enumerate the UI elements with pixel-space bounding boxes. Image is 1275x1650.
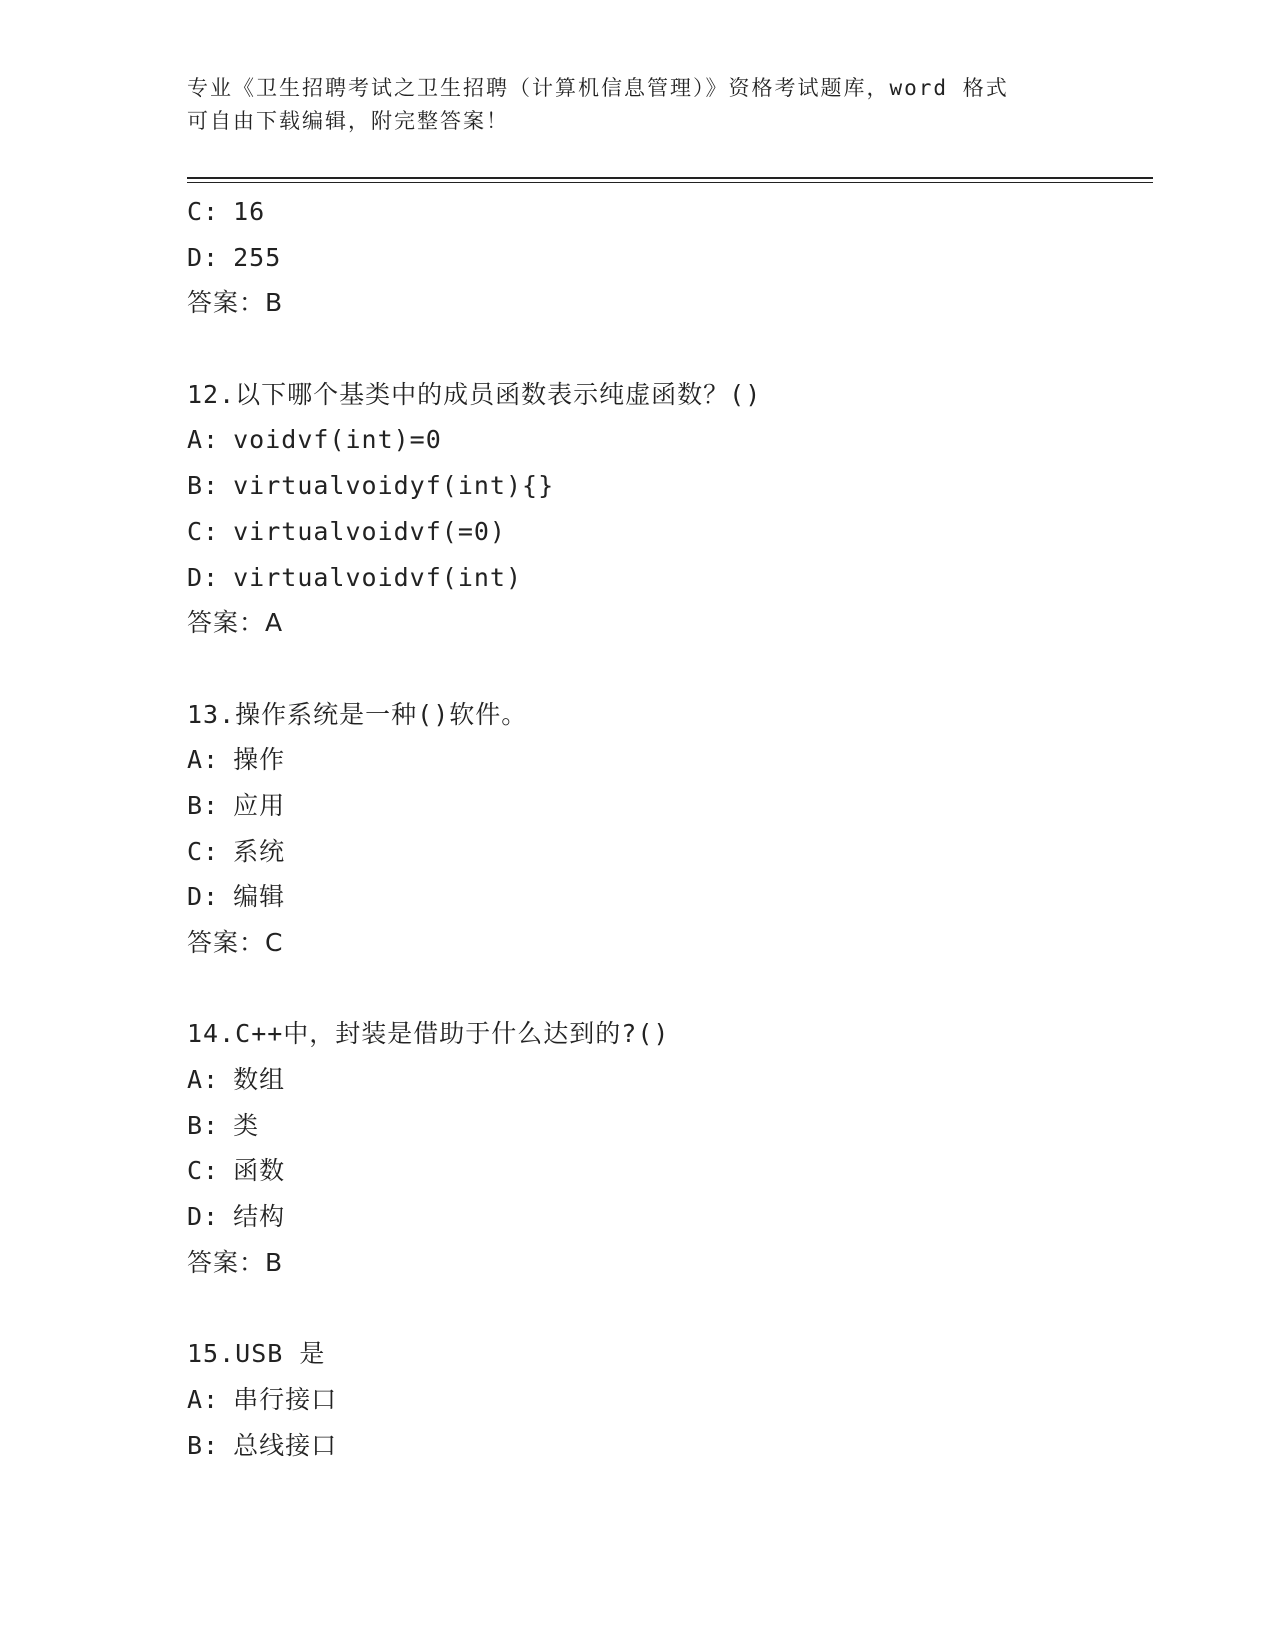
question-stem: 14.C++中，封装是借助于什么达到的?() [187,1019,670,1049]
spacer [187,1286,1147,1332]
option-text: 编辑 [233,882,286,912]
option-label: C: [187,836,220,866]
option-text: 类 [233,1110,260,1140]
option-row [187,463,1147,509]
option-text: 函数 [233,1156,286,1186]
option-text: virtualvoidvf(=0) [233,516,506,546]
spacer [187,326,1147,372]
option-text: 系统 [233,836,286,866]
option-text: 操作 [233,745,286,775]
option-row [187,235,1147,281]
answer-line: 答案：A [187,608,284,638]
option-label: C: [187,516,220,546]
option-text: voidvf(int)=0 [233,425,442,455]
option-label: D: [187,562,220,592]
option-row [187,189,1147,235]
option-label: A: [187,1065,220,1095]
option-row [187,783,1147,829]
option-text: 255 [233,242,282,272]
option-text: 串行接口 [233,1384,338,1414]
option-label: B: [187,1110,220,1140]
option-row [187,829,1147,875]
question-stem: 12.以下哪个基类中的成员函数表示纯虚函数？() [187,379,762,409]
document-header [187,72,1067,138]
option-text: virtualvoidyf(int){} [233,471,555,501]
option-label: A: [187,745,220,775]
option-text: 数组 [233,1065,286,1095]
option-label: B: [187,471,220,501]
option-text: 应用 [233,790,286,820]
answer-line: 答案：C [187,928,284,957]
header-line-1: 专业《卫生招聘考试之卫生招聘（计算机信息管理）》资格考试题库，word 格式 [187,76,1009,100]
option-row [187,1057,1147,1103]
option-row [187,737,1147,783]
option-row [187,1103,1147,1149]
option-text: 16 [233,197,266,226]
header-line-2: 可自由下载编辑，附完整答案！ [187,109,509,133]
option-label: D: [187,882,220,912]
option-row [187,417,1147,463]
question-stem: 15.USB 是 [187,1339,326,1369]
option-text: 总线接口 [233,1430,338,1460]
option-label: D: [187,242,220,272]
header-divider-thick [187,177,1153,179]
option-row [187,874,1147,920]
spacer [187,966,1147,1012]
option-label: A: [187,1384,220,1414]
option-row [187,1423,1147,1469]
option-label: D: [187,1202,220,1232]
answer-line: 答案：B [187,288,284,318]
option-row [187,509,1147,555]
option-label: B: [187,790,220,820]
option-row [187,1377,1147,1423]
option-label: C: [187,197,220,226]
option-text: virtualvoidvf(int) [233,562,523,592]
option-label: A: [187,425,220,455]
option-row [187,555,1147,601]
option-text: 结构 [233,1202,286,1232]
option-row [187,1148,1147,1194]
question-list [187,189,1147,1468]
spacer [187,646,1147,692]
option-label: B: [187,1430,220,1460]
answer-line: 答案：B [187,1247,284,1277]
option-row [187,1194,1147,1240]
question-stem: 13.操作系统是一种()软件。 [187,699,528,729]
header-divider-thin [187,182,1153,183]
option-label: C: [187,1156,220,1186]
